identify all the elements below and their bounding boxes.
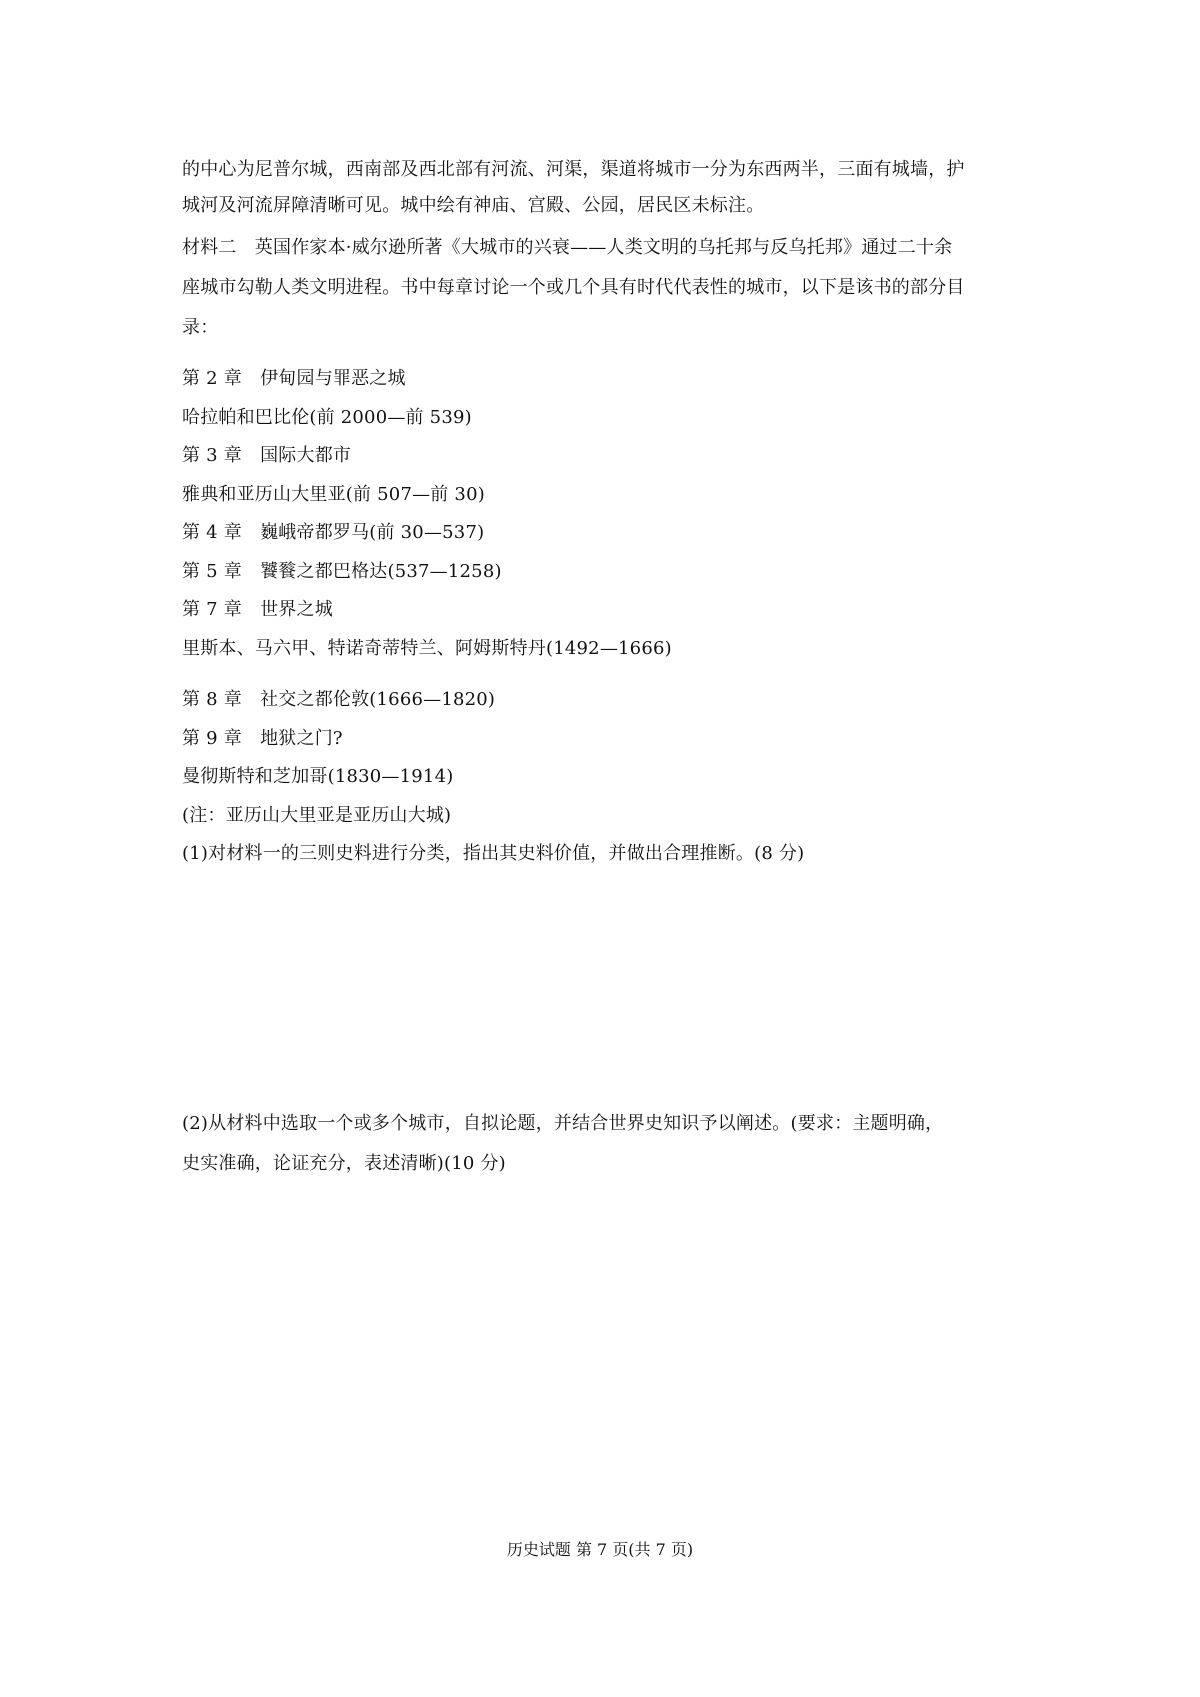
question-1: (1)对材料一的三则史料进行分类，指出其史料价值，并做出合理推断。(8 分) [182, 843, 805, 864]
note-text: (注：亚历山大里亚是亚历山大城) [182, 805, 452, 826]
toc-item: 第 3 章 国际大都市 [182, 445, 352, 466]
toc-item: 第 8 章 社交之都伦敦(1666—1820) [182, 689, 496, 710]
toc-item: 曼彻斯特和芝加哥(1830—1914) [182, 766, 454, 787]
toc-item: 第 7 章 世界之城 [182, 599, 333, 620]
question-2-line-1: (2)从材料中选取一个或多个城市，自拟论题，并结合世界史知识予以阐述。(要求：主题明确， [182, 1113, 944, 1134]
toc-item: 哈拉帕和巴比伦(前 2000—前 539) [182, 407, 472, 428]
material-one-text-line-1: 的中心为尼普尔城，西南部及西北部有河流、河渠，渠道将城市一分为东西两半，三面有城墙，护 [182, 159, 965, 180]
page-footer: 历史试题 第 7 页(共 7 页) [506, 1540, 694, 1559]
material-one-text-line-2: 城河及河流屏障清晰可见。城中绘有神庙、宫殿、公园，居民区未标注。 [182, 195, 765, 216]
toc-item: 第 5 章 饕餮之都巴格达(537—1258) [182, 561, 502, 582]
material-two-intro-line-1: 材料二 英国作家本·威尔逊所著《大城市的兴衰——人类文明的乌托邦与反乌托邦》通过二十余 [182, 237, 953, 258]
toc-item: 雅典和亚历山大里亚(前 507—前 30) [182, 484, 485, 505]
toc-item: 第 4 章 巍峨帝都罗马(前 30—537) [182, 522, 485, 543]
toc-item: 第 2 章 伊甸园与罪恶之城 [182, 368, 406, 389]
toc-item: 里斯本、马六甲、特诺奇蒂特兰、阿姆斯特丹(1492—1666) [182, 638, 672, 659]
question-2-line-2: 史实准确，论证充分，表述清晰)(10 分) [182, 1153, 506, 1174]
material-two-intro-line-3: 录： [182, 317, 219, 338]
material-two-intro-line-2: 座城市勾勒人类文明进程。书中每章讨论一个或几个具有时代代表性的城市，以下是该书的部分目 [182, 277, 965, 298]
toc-item: 第 9 章 地狱之门? [182, 728, 343, 749]
